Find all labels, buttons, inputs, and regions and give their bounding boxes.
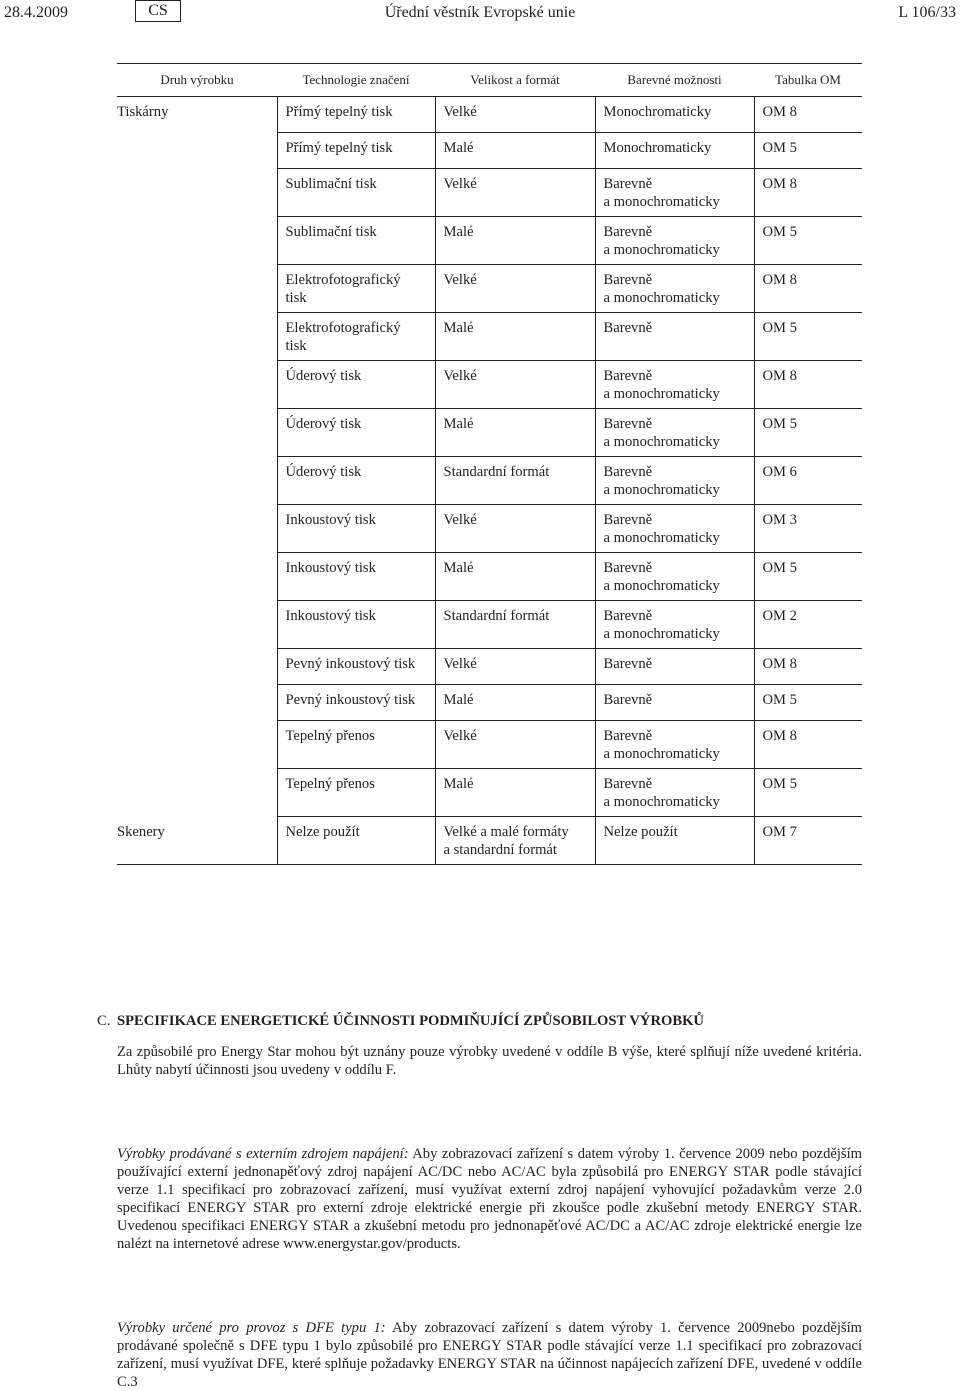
table-row [117, 97, 862, 133]
table-cell: Barevně a monochromaticky [595, 169, 754, 217]
om-table [117, 63, 862, 865]
table-cell: Elektrofotografický tisk [277, 313, 435, 361]
table-cell: Velké [435, 97, 595, 133]
language-badge: CS [135, 0, 181, 22]
journal-title: Úřední věstník Evropské unie [384, 4, 576, 21]
table-cell: Standardní formát [435, 457, 595, 505]
table-cell: Barevně a monochromaticky [595, 457, 754, 505]
table-row [117, 721, 862, 769]
table-cell: OM 8 [754, 169, 862, 217]
table-cell: Přímý tepelný tisk [277, 97, 435, 133]
table-cell: Malé [435, 217, 595, 265]
table-cell: Tiskárny [117, 104, 169, 120]
table-cell [117, 505, 277, 553]
page-number: L 106/33 [898, 4, 956, 21]
table-cell: Barevně a monochromaticky [595, 505, 754, 553]
table-cell: Velké a malé formáty a standardní formát [435, 817, 595, 865]
table-row [117, 505, 862, 553]
column-header: Tabulka OM [754, 64, 862, 97]
table-cell [117, 133, 277, 169]
table-cell: Barevně a monochromaticky [595, 409, 754, 457]
table-cell: Barevně a monochromaticky [595, 265, 754, 313]
table-cell: Barevně a monochromaticky [595, 553, 754, 601]
table-cell: Tepelný přenos [277, 769, 435, 817]
table-cell: Malé [435, 409, 595, 457]
table-cell: Barevně a monochromaticky [595, 769, 754, 817]
column-header: Barevné možnosti [595, 64, 754, 97]
table-cell: Úderový tisk [277, 361, 435, 409]
table-cell: OM 8 [754, 361, 862, 409]
table-cell: Malé [435, 553, 595, 601]
table-cell: OM 8 [754, 649, 862, 685]
table-cell: OM 5 [754, 553, 862, 601]
table-cell: OM 6 [754, 457, 862, 505]
table-cell: Inkoustový tisk [277, 601, 435, 649]
table-row [117, 409, 862, 457]
paragraph-label: Výrobky určené pro provoz s DFE typu 1: [117, 1320, 386, 1336]
table-cell: Velké [435, 721, 595, 769]
table-cell: OM 5 [754, 313, 862, 361]
table-cell [117, 685, 277, 721]
paragraph-text: Aby zobrazovací zařízení s datem výroby 1. července 2009nebo pozdějším prodávané společně s DFE typu 1 bylo způsobilé pro ENERGY STAR podle stávající verze 1.1 specifikací pro zobrazovací zařízení, musí využívat DFE, které splňuje požadavky ENERGY STAR na účinnost napájecích zařízení DFE, uvedené v oddíle C.3 [117, 1320, 863, 1390]
intro-paragraph: Za způsobilé pro Energy Star mohou být uznány pouze výrobky uvedené v oddíle B výše, které splňují níže uvedené kritéria. Lhůty nabytí účinnosti jsou uvedeny v oddílu F. [117, 1044, 862, 1078]
table-row [117, 217, 862, 265]
table-cell [117, 361, 277, 409]
table-cell: OM 5 [754, 409, 862, 457]
table-cell: Velké [435, 361, 595, 409]
section-title: SPECIFIKACE ENERGETICKÉ ÚČINNOSTI PODMIŇUJÍCÍ ZPŮSOBILOST VÝROBKŮ [117, 1013, 704, 1029]
column-header: Technologie značení [277, 64, 435, 97]
external-power-paragraph [117, 1145, 862, 1253]
table-cell: Monochromaticky [595, 133, 754, 169]
table-cell [117, 553, 277, 601]
table-cell: Barevně a monochromaticky [595, 601, 754, 649]
table-cell: OM 5 [754, 133, 862, 169]
table-cell: OM 3 [754, 505, 862, 553]
table-cell: Velké [435, 505, 595, 553]
table-cell: Pevný inkoustový tisk [277, 685, 435, 721]
table-cell: OM 2 [754, 601, 862, 649]
table-cell: Barevně [595, 685, 754, 721]
table-cell: Velké [435, 169, 595, 217]
table-row [117, 649, 862, 685]
column-header: Velikost a formát [435, 64, 595, 97]
section-letter: C. [97, 1013, 111, 1029]
table-cell: Standardní formát [435, 601, 595, 649]
table-cell: Pevný inkoustový tisk [277, 649, 435, 685]
table-cell: OM 8 [754, 721, 862, 769]
table-cell [117, 265, 277, 313]
table-cell [117, 721, 277, 769]
table-cell: Sublimační tisk [277, 217, 435, 265]
table-cell [117, 313, 277, 361]
table-cell [117, 649, 277, 685]
table-row [117, 685, 862, 721]
table-cell [117, 769, 277, 817]
table-cell: Elektrofotografický tisk [277, 265, 435, 313]
table-cell [117, 601, 277, 649]
table-cell: OM 8 [754, 97, 862, 133]
table-cell [117, 457, 277, 505]
table-cell [117, 169, 277, 217]
table-cell: OM 5 [754, 685, 862, 721]
table-cell: OM 7 [754, 817, 862, 865]
table-cell: OM 5 [754, 217, 862, 265]
table-row [117, 817, 862, 865]
table-row [117, 553, 862, 601]
table-cell: Barevně a monochromaticky [595, 721, 754, 769]
table-cell: Malé [435, 685, 595, 721]
table-cell: OM 5 [754, 769, 862, 817]
table-row [117, 457, 862, 505]
table-cell: Skenery [117, 817, 277, 865]
column-header: Druh výrobku [117, 64, 277, 97]
dfe-paragraph [117, 1319, 862, 1391]
table-cell: Malé [435, 769, 595, 817]
table-cell: Velké [435, 265, 595, 313]
table-row [117, 169, 862, 217]
table-cell: Barevně [595, 313, 754, 361]
table-cell: Malé [435, 313, 595, 361]
table-row [117, 601, 862, 649]
table-cell: Úderový tisk [277, 409, 435, 457]
table-cell: Nelze použít [595, 817, 754, 865]
table-cell: Barevně a monochromaticky [595, 217, 754, 265]
table-cell: Monochromaticky [595, 97, 754, 133]
table-header-row [117, 64, 862, 97]
section-c [97, 1012, 862, 1030]
table-cell: Sublimační tisk [277, 169, 435, 217]
section-heading [97, 1012, 862, 1030]
table-cell: OM 8 [754, 265, 862, 313]
table-cell [117, 217, 277, 265]
table-cell: Přímý tepelný tisk [277, 133, 435, 169]
paragraph-text: Aby zobrazovací zařízení s datem výroby 1. července 2009 nebo pozdějším používající externí jednonapěťový zdroj napájení AC/DC nebo AC/AC byla způsobilá pro ENERGY STAR podle stávající verze 1.1 specifikací pro zobrazovací zařízení, musí využívat externí zdroj napájení vyhovující požadavkům verze 2.0 specifikací ENERGY STAR pro externí zdroje elektrické energie při zkoušce podle zkušební metody ENERGY STAR. Uvedenou specifikaci ENERGY STAR a zkušební metodu pro jednonapěťové AC/DC a AC/AC zdroje elektrické energie lze nalézt na internetové adrese www.energystar.gov/products. [117, 1146, 863, 1252]
publication-date: 28.4.2009 [4, 4, 68, 21]
table-cell: Inkoustový tisk [277, 505, 435, 553]
table-cell: Tepelný přenos [277, 721, 435, 769]
table-cell: Inkoustový tisk [277, 553, 435, 601]
paragraph-label: Výrobky prodávané s externím zdrojem napájení: [117, 1146, 409, 1162]
table-cell: Barevně [595, 649, 754, 685]
page-header [0, 0, 960, 36]
table-cell: Velké [435, 649, 595, 685]
table-cell: Nelze použít [277, 817, 435, 865]
table-row [117, 265, 862, 313]
table-row [117, 133, 862, 169]
table-cell: Úderový tisk [277, 457, 435, 505]
table-row [117, 361, 862, 409]
table-row [117, 313, 862, 361]
table-cell [117, 409, 277, 457]
table-cell: Barevně a monochromaticky [595, 361, 754, 409]
table-cell: Malé [435, 133, 595, 169]
table-row [117, 769, 862, 817]
